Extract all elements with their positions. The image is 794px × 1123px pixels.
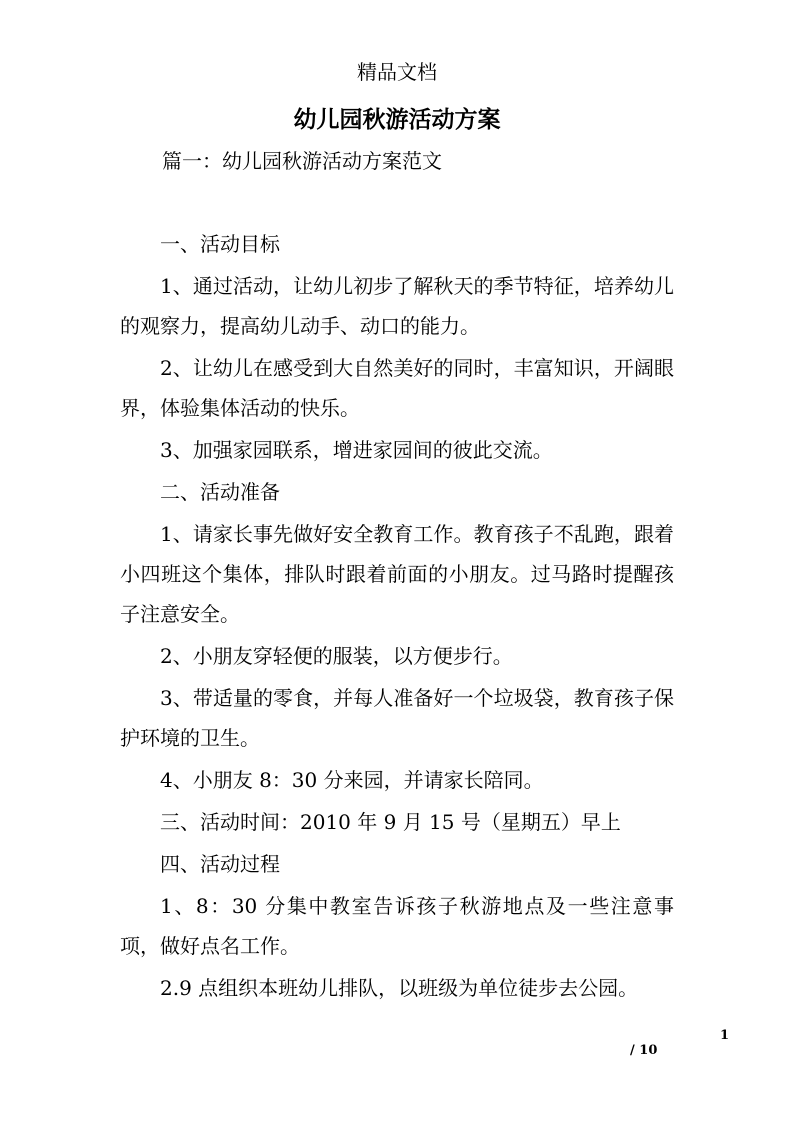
page-number: 1 [720,1028,730,1043]
paragraph: 2、让幼儿在感受到大自然美好的同时，丰富知识，开阔眼界，体验集体活动的快乐。 [120,356,674,420]
document-body [120,224,674,1010]
section-heading-time: 三、活动时间：2010 年 9 月 15 号（星期五）早上 [160,810,621,834]
document-title: 幼儿园秋游活动方案 [293,106,501,133]
paragraph: 4、小朋友 8：30 分来园，并请家长陪同。 [160,768,544,792]
paragraph: 1、8：30 分集中教室告诉孩子秋游地点及一些注意事项，做好点名工作。 [120,894,674,958]
paragraph: 2、小朋友穿轻便的服装，以方便步行。 [160,644,513,668]
document-header: 精品文档 [357,60,437,84]
section-heading-process: 四、活动过程 [160,852,280,876]
paragraph: 3、加强家园联系，增进家园间的彼此交流。 [160,438,553,462]
document-subtitle: 篇一：幼儿园秋游活动方案范文 [162,149,442,173]
paragraph: 1、请家长事先做好安全教育工作。教育孩子不乱跑，跟着小四班这个集体，排队时跟着前面的小朋友。过马路时提醒孩子注意安全。 [120,522,674,626]
section-heading-preparation: 二、活动准备 [160,480,280,504]
page-total: / 10 [630,1043,658,1058]
paragraph: 3、带适量的零食，并每人准备好一个垃圾袋，教育孩子保护环境的卫生。 [120,686,674,750]
paragraph: 2.9 点组织本班幼儿排队，以班级为单位徒步去公园。 [160,976,639,1000]
section-heading-goals: 一、活动目标 [160,232,280,256]
paragraph: 1、通过活动，让幼儿初步了解秋天的季节特征，培养幼儿的观察力，提高幼儿动手、动口的能力。 [120,274,674,338]
